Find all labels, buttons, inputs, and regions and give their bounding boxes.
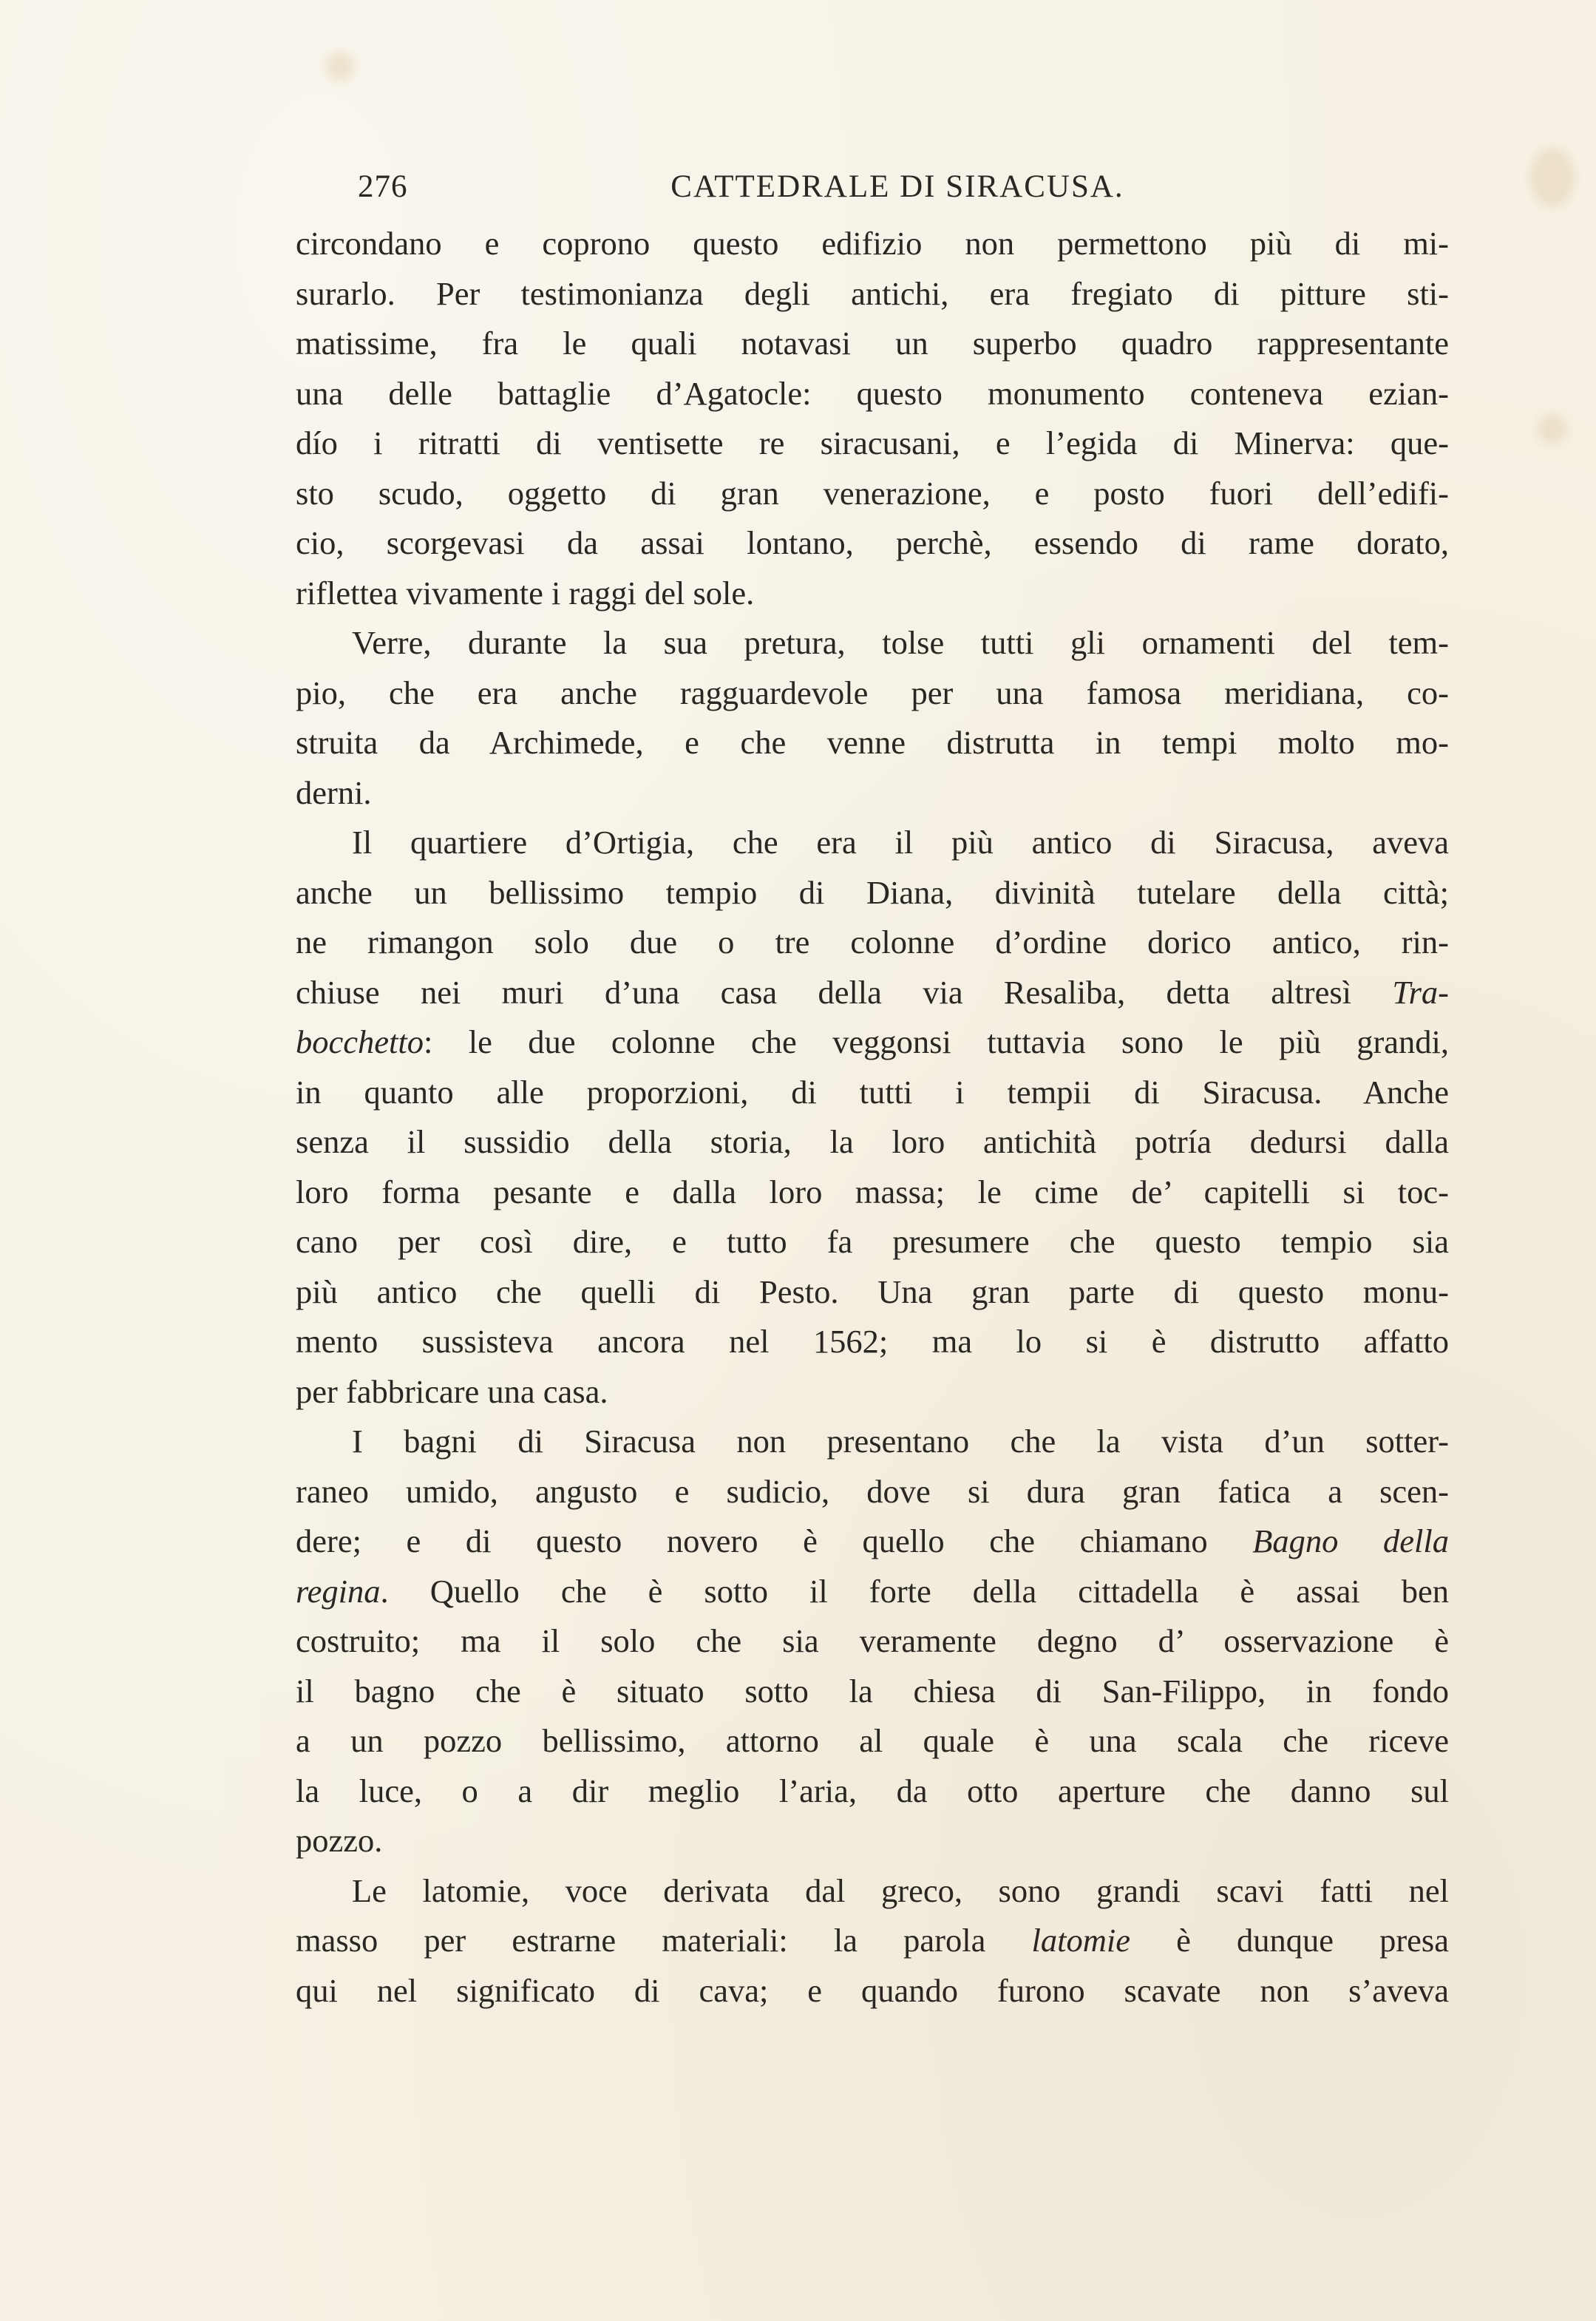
body-text xyxy=(296,219,1449,2016)
italic-text: Tra- xyxy=(1392,973,1449,1011)
text-line: struita da Archimede, e che venne distrutta in tempi molto mo- xyxy=(296,724,1449,761)
paper-stain xyxy=(1538,414,1567,444)
italic-text: latomie xyxy=(1031,1922,1130,1959)
text-line: a un pozzo bellissimo, attorno al quale è una scala che riceve xyxy=(296,1722,1449,1759)
italic-text: Bagno della xyxy=(1252,1522,1449,1559)
text-line: la luce, o a dir meglio l’aria, da otto aperture che danno sul xyxy=(296,1772,1449,1809)
text-line: per fabbricare una casa. xyxy=(296,1372,608,1410)
text-line: anche un bellissimo tempio di Diana, divinità tutelare della città; xyxy=(296,873,1449,911)
text-line: masso per estrarne materiali: la parola latomie è dunque presa xyxy=(296,1922,1449,1959)
text-line: qui nel significato di cava; e quando furono scavate non s’aveva xyxy=(296,1971,1449,2009)
text-line: costruito; ma il solo che sia veramente degno d’ osservazione è xyxy=(296,1622,1449,1659)
text-line: riflettea vivamente i raggi del sole. xyxy=(296,574,755,611)
text-line: Le latomie, voce derivata dal greco, sono grandi scavi fatti nel xyxy=(352,1871,1449,1909)
text-line: senza il sussidio della storia, la loro antichità potría dedursi dalla xyxy=(296,1123,1449,1160)
page-number: 276 xyxy=(358,169,408,204)
text-line: ne rimangon solo due o tre colonne d’ordine dorico antico, rin- xyxy=(296,924,1449,960)
text-line: cio, scorgevasi da assai lontano, perchè, essendo di rame dorato, xyxy=(296,524,1449,561)
text-line: pozzo. xyxy=(296,1822,383,1859)
text-line: cano per così dire, e tutto fa presumere che questo tempio sia xyxy=(296,1223,1449,1260)
text-line: matissime, fra le quali notavasi un superbo quadro rappresentante xyxy=(296,325,1449,362)
paper-stain xyxy=(325,52,355,81)
running-header xyxy=(358,169,1437,213)
text-line: loro forma pesante e dalla loro massa; le cime de’ capitelli si toc- xyxy=(296,1173,1449,1210)
text-line: più antico che quelli di Pesto. Una gran parte di questo monu- xyxy=(296,1273,1449,1310)
text-line: derni. xyxy=(296,773,372,811)
text-line: chiuse nei muri d’una casa della via Resaliba, detta altresì Tra- xyxy=(296,973,1449,1011)
text-line: dío i ritratti di ventisette re siracusani, e l’egida di Minerva: que- xyxy=(296,424,1449,461)
paper-stain xyxy=(1530,148,1575,207)
running-title: CATTEDRALE DI SIRACUSA. xyxy=(670,169,1124,204)
text-line: Verre, durante la sua pretura, tolse tutti gli ornamenti del tem- xyxy=(352,624,1449,661)
text-line: raneo umido, angusto e sudicio, dove si dura gran fatica a scen- xyxy=(296,1472,1449,1510)
text-line: I bagni di Siracusa non presentano che la vista d’un sotter- xyxy=(352,1423,1449,1460)
text-line: sto scudo, oggetto di gran venerazione, e posto fuori dell’edifi- xyxy=(296,474,1449,512)
text-line: regina. Quello che è sotto il forte della cittadella è assai ben xyxy=(296,1572,1449,1610)
italic-text: regina xyxy=(296,1572,381,1610)
text-line: pio, che era anche ragguardevole per una famosa meridiana, co- xyxy=(296,674,1449,711)
text-line: bocchetto: le due colonne che veggonsi tuttavia sono le più grandi, xyxy=(296,1023,1449,1060)
text-line: mento sussisteva ancora nel 1562; ma lo si è distrutto affatto xyxy=(296,1323,1449,1360)
italic-text: bocchetto xyxy=(296,1023,424,1060)
text-line: circondano e coprono questo edifizio non permettono più di mi- xyxy=(296,225,1449,262)
text-line: il bagno che è situato sotto la chiesa di San-Filippo, in fondo xyxy=(296,1672,1449,1710)
text-line: Il quartiere d’Ortigia, che era il più antico di Siracusa, aveva xyxy=(352,824,1449,861)
text-line: dere; e di questo novero è quello che chiamano Bagno della xyxy=(296,1522,1449,1559)
text-line: una delle battaglie d’Agatocle: questo monumento conteneva ezian- xyxy=(296,374,1449,412)
text-line: in quanto alle proporzioni, di tutti i tempii di Siracusa. Anche xyxy=(296,1073,1449,1111)
text-line: surarlo. Per testimonianza degli antichi, era fregiato di pitture sti- xyxy=(296,274,1449,312)
